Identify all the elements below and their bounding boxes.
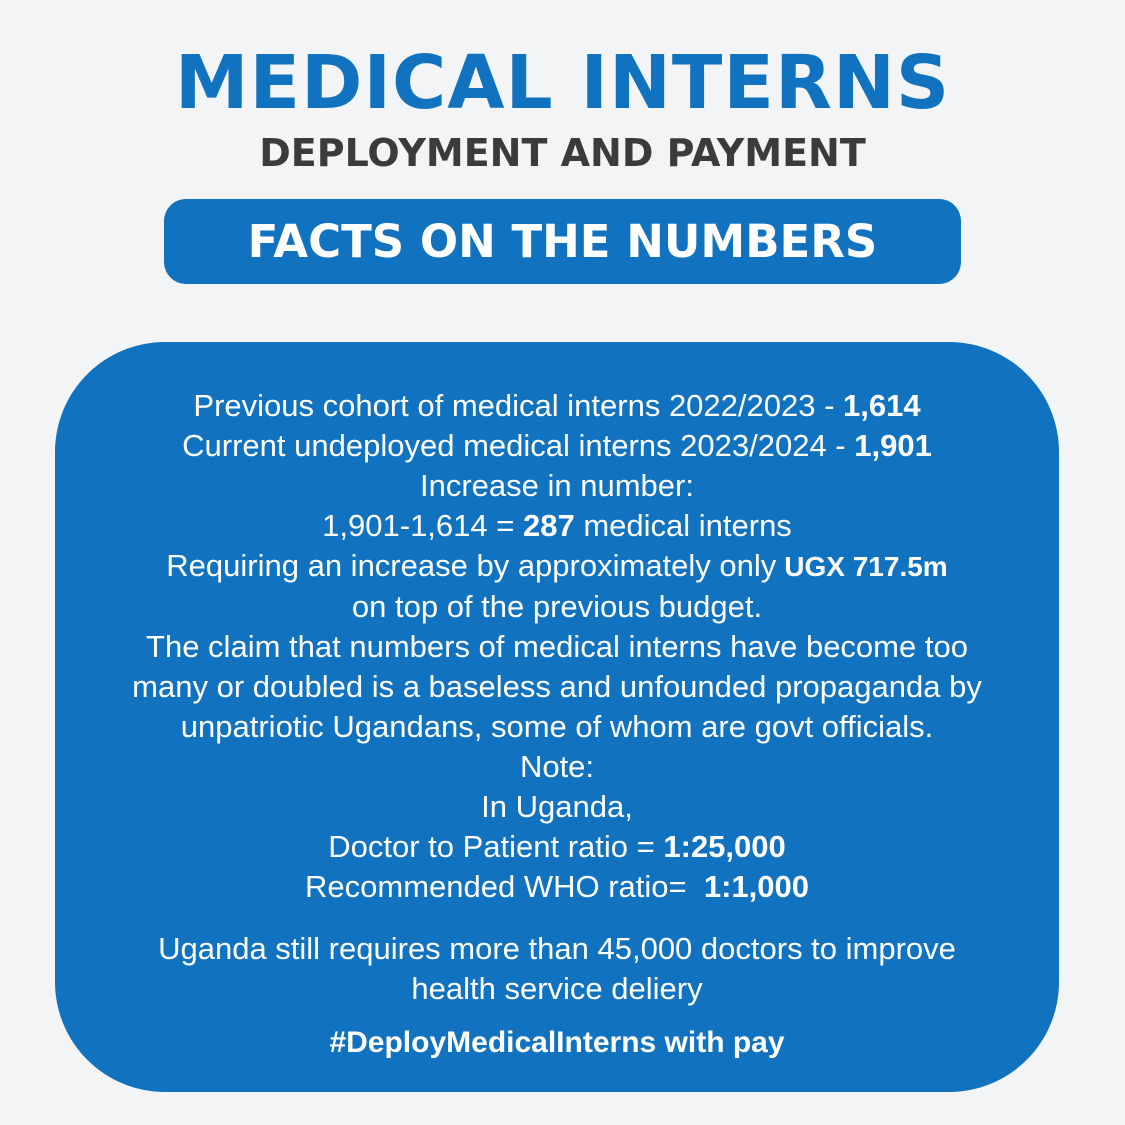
budget-increase-line [55, 546, 1059, 587]
subtitle: DEPLOYMENT AND PAYMENT [259, 131, 866, 175]
hashtag: #DeployMedicalInterns with pay [329, 1026, 785, 1059]
current-undeployed-label: Current undeployed medical interns 2023/2024 - [182, 428, 855, 463]
doctors-required-line-1: Uganda still requires more than 45,000 doctors to improve [158, 931, 956, 966]
previous-cohort-label: Previous cohort of medical interns 2022/2023 - [193, 388, 844, 423]
increase-heading: Increase in number: [420, 468, 694, 503]
who-ratio-label: Recommended WHO ratio= [305, 869, 704, 904]
increase-suffix: medical interns [574, 508, 792, 543]
increase-formula: 1,901-1,614 = [322, 508, 523, 543]
facts-banner: FACTS ON THE NUMBERS [164, 199, 961, 284]
doctor-patient-ratio-value: 1:25,000 [663, 829, 786, 864]
claim-line-1: The claim that numbers of medical interns have become too [146, 629, 968, 664]
who-ratio-line [55, 867, 1059, 907]
claim-line-3: unpatriotic Ugandans, some of whom are govt officials. [180, 709, 934, 744]
uganda-heading: In Uganda, [481, 789, 633, 824]
doctors-required-line-2: health service deliery [411, 971, 703, 1006]
who-ratio-value: 1:1,000 [703, 869, 809, 904]
claim-line-2: many or doubled is a baseless and unfounded propaganda by [132, 669, 982, 704]
previous-cohort-value: 1,614 [843, 388, 921, 423]
increase-calculation-line [55, 506, 1059, 546]
increase-value: 287 [522, 508, 575, 543]
doctor-patient-ratio-label: Doctor to Patient ratio = [328, 829, 664, 864]
budget-increase-label: Requiring an increase by approximately only [166, 548, 777, 583]
budget-note-line: on top of the previous budget. [351, 589, 763, 624]
note-heading: Note: [519, 749, 595, 784]
current-undeployed-line [55, 426, 1059, 466]
current-undeployed-value: 1,901 [854, 428, 932, 463]
doctor-patient-ratio-line [55, 827, 1059, 867]
spacer [55, 907, 1059, 929]
budget-increase-value: UGX 717.5m [784, 551, 948, 582]
facts-text-block [55, 386, 1059, 1063]
previous-cohort-line [55, 386, 1059, 426]
main-title: MEDICAL INTERNS [174, 40, 951, 126]
